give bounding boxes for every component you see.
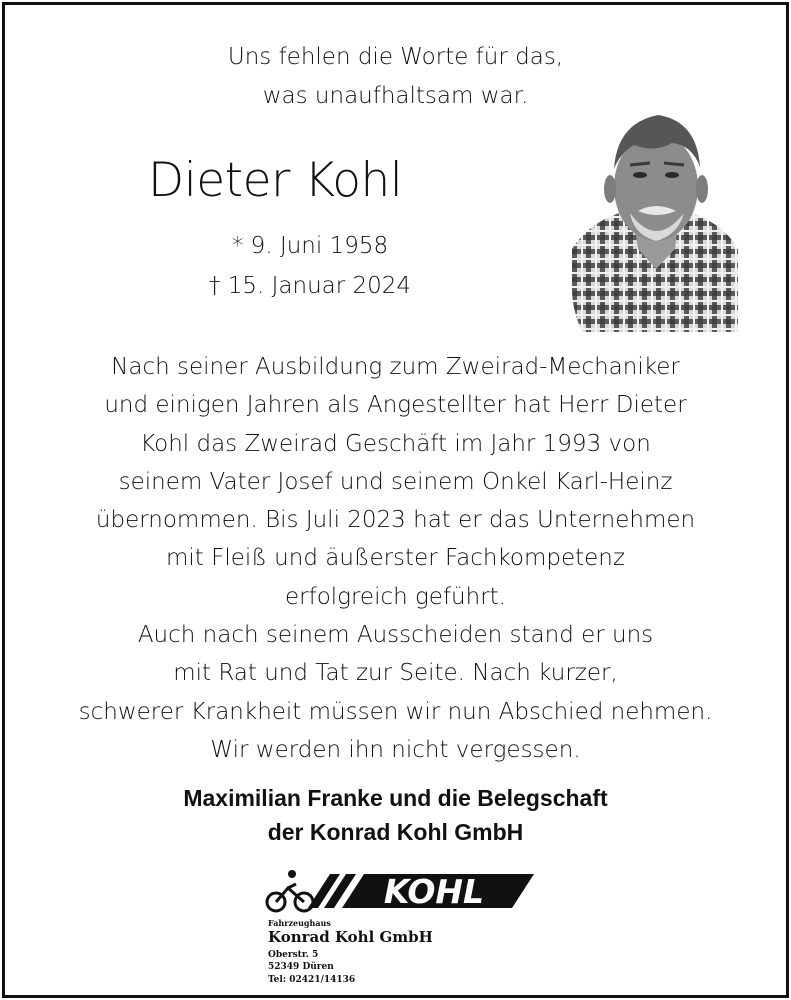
- signature-line-1: Maximilian Franke und die Belegschaft: [183, 785, 608, 811]
- text-line: Wir werden ihn nicht vergessen.: [210, 736, 581, 763]
- text-line: mit Fleiß und äußerster Fachkompetenz: [166, 545, 625, 572]
- company-street: Oberstr. 5: [268, 950, 319, 960]
- text-line: erfolgreich geführt.: [285, 583, 506, 610]
- logo-brand: KOHL: [383, 872, 485, 911]
- signature-line-2: der Konrad Kohl GmbH: [267, 819, 524, 845]
- portrait-photo: [572, 109, 738, 332]
- text-line: mit Rat und Tat zur Seite. Nach kurzer,: [173, 660, 618, 687]
- text-line: seinem Vater Josef und seinem Onkel Karl-Heinz: [118, 468, 673, 495]
- intro-line-2: was unaufhaltsam war.: [262, 83, 529, 109]
- deceased-name: Dieter Kohl: [148, 153, 403, 208]
- company-phone: Tel: 02421/14136: [268, 975, 356, 985]
- text-line: Kohl das Zweirad Geschäft im Jahr 1993 von: [140, 430, 651, 457]
- kohl-logo: [262, 866, 534, 916]
- text-line: Auch nach seinem Ausscheiden stand er uns: [137, 622, 654, 649]
- obituary-text: [0, 348, 791, 769]
- birth-date: * 9. Juni 1958: [231, 233, 389, 259]
- company-city: 52349 Düren: [268, 962, 334, 972]
- text-line: und einigen Jahren als Angestellter hat Herr Dieter: [104, 392, 687, 419]
- text-line: schwerer Krankheit müssen wir nun Abschied nehmen.: [78, 698, 713, 725]
- logo-label: Fahrzeughaus: [268, 918, 331, 928]
- text-line: Nach seiner Ausbildung zum Zweirad-Mechaniker: [111, 354, 680, 380]
- company-name: Konrad Kohl GmbH: [268, 928, 433, 946]
- intro-line-1: Uns fehlen die Worte für das,: [227, 44, 564, 70]
- cyclist-icon: [267, 870, 313, 911]
- text-line: übernommen. Bis Juli 2023 hat er das Unternehmen: [95, 507, 696, 534]
- death-date: † 15. Januar 2024: [208, 273, 412, 299]
